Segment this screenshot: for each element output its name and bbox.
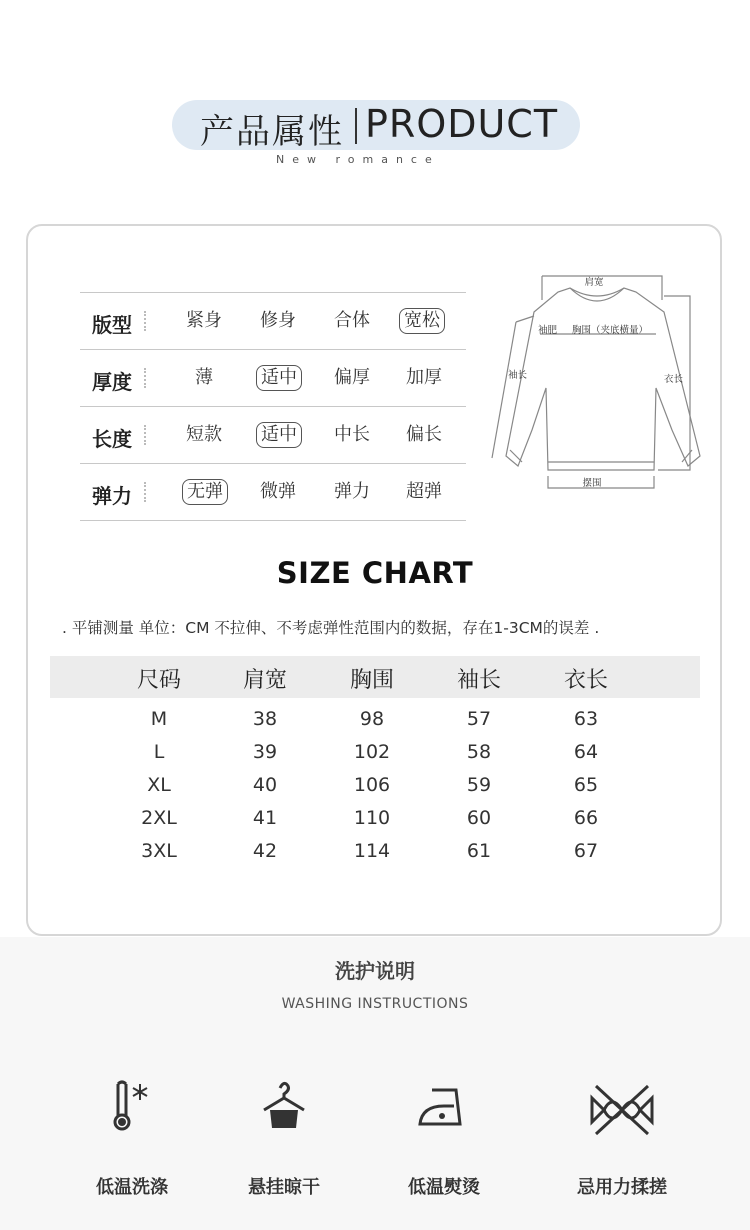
- table-cell: 57: [466, 708, 492, 730]
- attribute-option: 合体: [334, 310, 370, 331]
- attribute-name: 长度: [92, 427, 132, 451]
- table-cell: 67: [573, 840, 599, 862]
- table-cell: 39: [252, 741, 278, 763]
- page-title-en: PRODUCT: [365, 102, 559, 146]
- page-subtitle: New romance: [276, 153, 440, 166]
- attribute-option-selected: 宽松: [399, 308, 445, 334]
- attribute-row: [80, 349, 466, 406]
- attribute-option: 超弹: [406, 481, 442, 502]
- attribute-option: 偏长: [406, 424, 442, 445]
- attribute-option-selected: 适中: [256, 365, 302, 391]
- table-cell: 110: [353, 807, 391, 829]
- attribute-name: 弹力: [92, 484, 132, 508]
- column-header: 胸围: [349, 668, 394, 693]
- washing-item: [214, 1080, 354, 1198]
- washing-title: 洗护说明: [335, 959, 415, 983]
- attribute-table: [80, 292, 466, 521]
- title-divider: [355, 108, 357, 144]
- attribute-row: [80, 406, 466, 463]
- attribute-name: 厚度: [92, 370, 132, 394]
- table-cell: 66: [573, 807, 599, 829]
- column-header: 尺码: [136, 668, 181, 693]
- washing-label: 低温熨烫: [408, 1177, 480, 1198]
- washing-item: [374, 1080, 514, 1198]
- page-title-cn: 产品属性: [200, 112, 344, 152]
- attribute-option: 薄: [195, 367, 213, 388]
- table-cell: L: [153, 741, 165, 763]
- table-cell: 58: [466, 741, 492, 763]
- diagram-shoulder-label: 肩宽: [584, 277, 604, 288]
- table-cell: 2XL: [141, 807, 177, 829]
- column-header: 衣长: [563, 668, 608, 693]
- attribute-option: 加厚: [406, 367, 442, 388]
- washing-label: 悬挂晾干: [248, 1177, 320, 1198]
- table-cell: 102: [353, 741, 391, 763]
- diagram-hem-label: 摆围: [582, 478, 602, 489]
- table-cell: 59: [466, 774, 492, 796]
- table-cell: 114: [353, 840, 391, 862]
- table-cell: 3XL: [141, 840, 177, 862]
- table-cell: 64: [573, 741, 599, 763]
- diagram-sleeve-label: 袖长: [508, 370, 528, 381]
- attribute-option: 紧身: [186, 310, 222, 331]
- washing-subtitle: WASHING INSTRUCTIONS: [281, 996, 469, 1012]
- table-cell: 63: [573, 708, 599, 730]
- table-cell: 61: [466, 840, 492, 862]
- washing-label: 忌用力揉搓: [577, 1177, 667, 1198]
- attribute-row: [80, 463, 466, 521]
- low-iron-icon: [404, 1080, 484, 1140]
- table-cell: 41: [252, 807, 278, 829]
- size-chart-title: SIZE CHART: [276, 556, 474, 590]
- table-cell: 106: [353, 774, 391, 796]
- table-cell: XL: [147, 774, 171, 796]
- attribute-option-selected: 适中: [256, 422, 302, 448]
- attribute-option: 弹力: [334, 481, 370, 502]
- attribute-option-selected: 无弹: [182, 479, 228, 505]
- washing-label: 低温洗涤: [96, 1177, 168, 1198]
- table-cell: M: [150, 708, 168, 730]
- dotted-divider: [144, 311, 148, 331]
- table-cell: 40: [252, 774, 278, 796]
- no-wring-icon: [582, 1080, 662, 1140]
- table-cell: 60: [466, 807, 492, 829]
- column-header: 袖长: [456, 668, 501, 693]
- diagram-length-label: 衣长: [664, 374, 684, 385]
- diagram-chest-label: 胸围（夹底横量）: [572, 325, 649, 336]
- attribute-option: 中长: [334, 424, 370, 445]
- sweater-measurement-diagram: [486, 270, 708, 496]
- attribute-option: 修身: [260, 310, 296, 331]
- attribute-option: 偏厚: [334, 367, 370, 388]
- attribute-name: 版型: [92, 313, 132, 337]
- table-cell: 65: [573, 774, 599, 796]
- header: [0, 0, 750, 200]
- washing-item: [552, 1080, 692, 1198]
- thermometer-snowflake-icon: [92, 1080, 172, 1140]
- attribute-option: 微弹: [260, 481, 296, 502]
- table-cell: 42: [252, 840, 278, 862]
- dotted-divider: [144, 482, 148, 502]
- diagram-armhole-label: 袖肥: [538, 325, 558, 336]
- table-cell: 38: [252, 708, 278, 730]
- measurement-note: . 平铺测量 单位：CM 不拉伸、不考虑弹性范围内的数据，存在1-3CM的误差 .: [62, 619, 600, 637]
- hanging-dry-icon: [244, 1080, 324, 1140]
- attribute-option: 短款: [186, 424, 222, 445]
- column-header: 肩宽: [242, 668, 287, 693]
- attribute-row: [80, 292, 466, 349]
- table-cell: 98: [359, 708, 385, 730]
- washing-item: [62, 1080, 202, 1198]
- dotted-divider: [144, 368, 148, 388]
- dotted-divider: [144, 425, 148, 445]
